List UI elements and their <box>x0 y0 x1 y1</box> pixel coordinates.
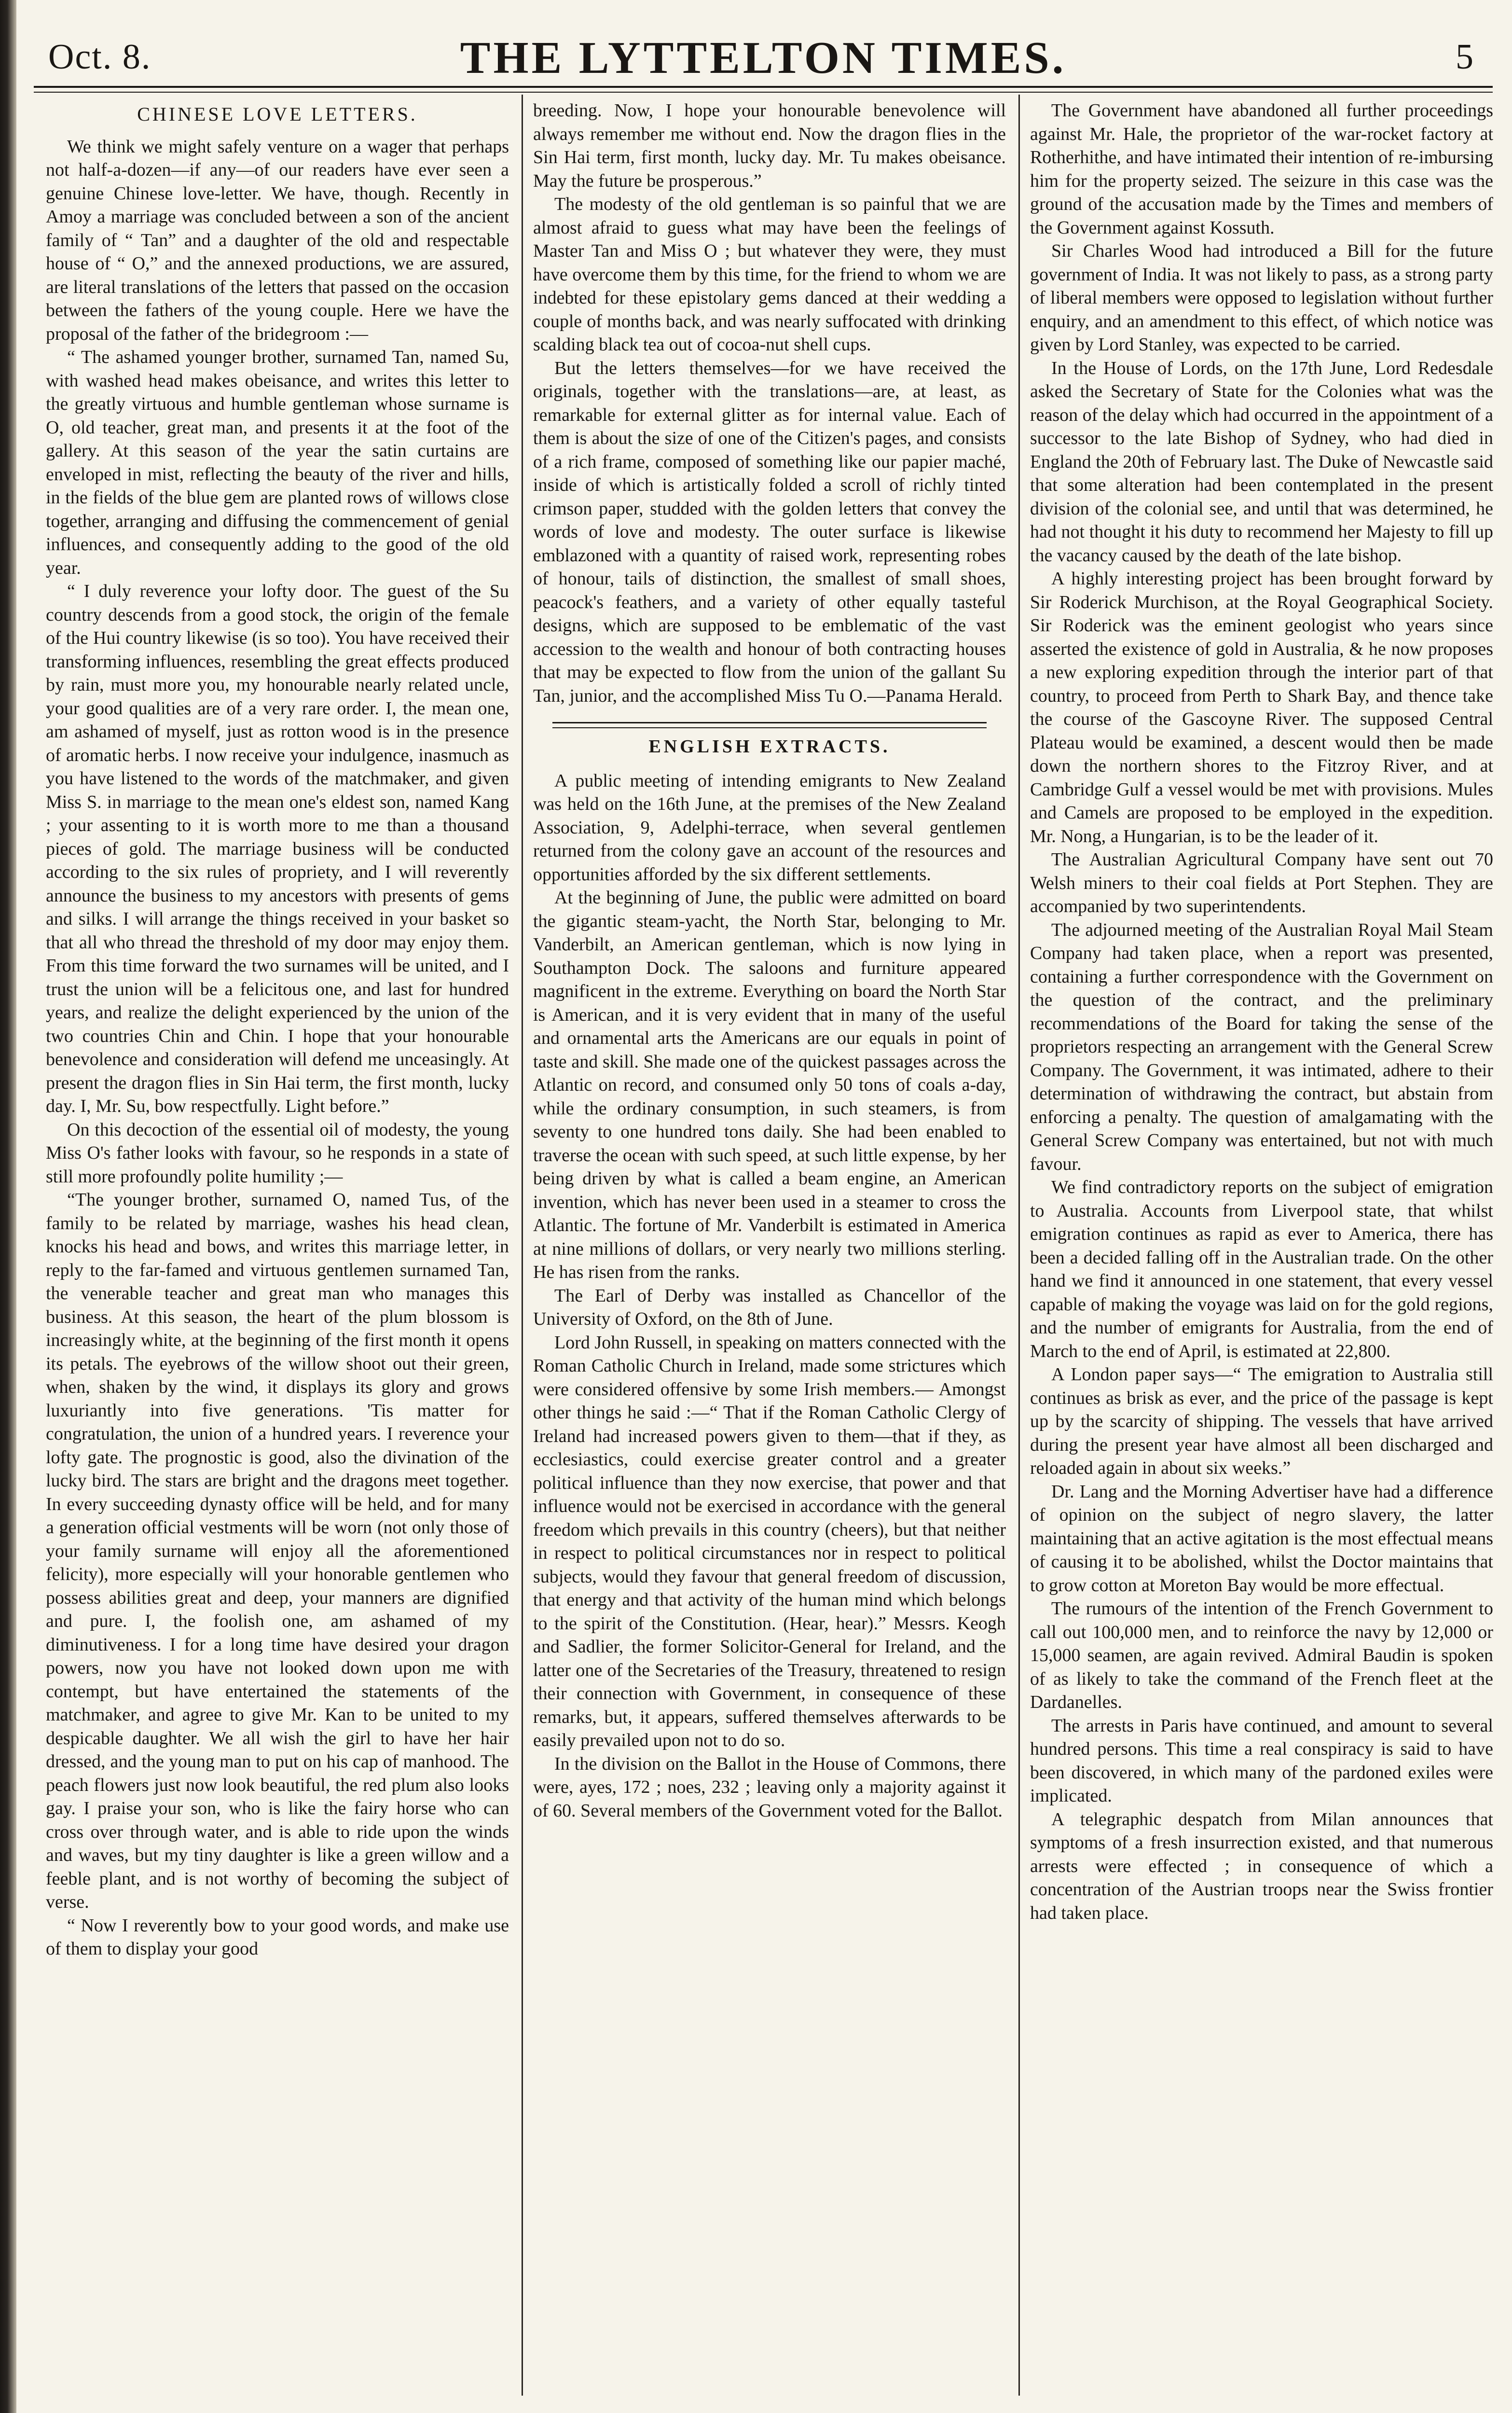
column-divider <box>1018 95 1020 2396</box>
article-paragraph: We find contradictory reports on the subject of emigration to Australia. Accounts from Liverpool state, that whilst emigration continues as rapid as ever to America, there has been a decided falling off in the Australian trade. On the other hand we find it announced in one statement, that every vessel capable of making the voyage was laid on for the gold regions, and the number of emigrants for Australia, from the end of March to the end of April, is estimated at 22,800. <box>1030 1177 1493 1361</box>
section-rule <box>552 722 987 723</box>
article-paragraph: In the division on the Ballot in the House of Commons, there were, ayes, 172 ; noes, 232 ; leaving only a majority against it of 60. Several members of the Government voted for the Ballot. <box>533 1753 1006 1821</box>
column-3 <box>1030 99 1493 2406</box>
article-paragraph: Dr. Lang and the Morning Advertiser have had a difference of opinion on the subject of negro slavery, the latter maintaining that an active agitation is the most effectual means of causing it to be abolished, whilst the Doctor maintains that to grow cotton at Moreton Bay would be more effectual. <box>1030 1481 1493 1595</box>
article-paragraph: Sir Charles Wood had introduced a Bill for the future government of India. It was not likely to pass, as a strong party of liberal members were opposed to legislation without further enquiry, and an amendment to this effect, of which notice was given by Lord Stanley, was expected to be carried. <box>1030 241 1493 355</box>
article-paragraph: But the letters themselves—for we have received the originals, together with the translations—are, at least, as remarkable for external glitter as for internal value. Each of them is about the size of one of the Citizen's pages, and consists of a rich frame, composed of something like our papier maché, inside of which is artistically folded a scroll of richly tinted crimson paper, studded with the golden letters that convey the words of love and modesty. The outer surface is likewise emblazoned with a quantity of raised work, representing robes of honour, tails of distinction, the smallest of small shoes, peacock's feathers, and a variety of other equally tasteful designs, which are supposed to be emblematic of the vast accession to the wealth and honour of both contracting houses that may be expected to flow from the union of the gallant Su Tan, junior, and the accomplished Miss Tu O.—Panama Herald. <box>533 358 1006 706</box>
section-rule-thin <box>552 727 987 728</box>
article-paragraph: “ I duly reverence your lofty door. The guest of the Su country descends from a good stock, the origin of the female of the Hui country likewise (is so too). You have received their transforming influences, resembling the great effects produced by rain, must more you, my honourable nearly related uncle, your good qualities are of a very rare order. I, the mean one, am ashamed of myself, just as rotton wood is in the presence of aromatic herbs. I now receive your indulgence, inasmuch as you have listened to the words of the matchmaker, and given Miss S. in marriage to the mean one's eldest son, named Kang ; your assenting to it is worth more to me than a thousand pieces of gold. The marriage business will be conducted according to the six rules of propriety, and I will reverently announce the business to my ancestors with presents of gems and silks. I will arrange the things received in your basket so that all who thread the threshold of my door may enjoy them. From this time forward the two surnames will be united, and I trust the union will be a felicitous one, and last for hundred years, and realize the delight experienced by the union of the two countries Chin and Chin. I hope that your honourable benevolence and consideration will defend me unceasingly. At present the dragon flies in Sin Hai term, the first month, lucky day. I, Mr. Su, bow respectfully. Light before.” <box>46 581 509 1116</box>
article-paragraph: At the beginning of June, the public were admitted on board the gigantic steam-yacht, the North Star, belonging to Mr. Vanderbilt, an American gentleman, which is now lying in Southampton Dock. The saloons and furniture appeared magnificent in the extreme. Everything on board the North Star is American, and it is very evident that in many of the useful and ornamental arts the Americans are our equals in point of taste and skill. She made one of the quickest passages across the Atlantic on record, and consumed only 50 tons of coals a-day, while the ordinary consumption, in such steamers, is from seventy to one hundred tons daily. She had been enabled to traverse the ocean with such speed, at such little expense, by her being driven by what is called a beam engine, an American invention, which has never been used in a steamer to cross the Atlantic. The fortune of Mr. Vanderbilt is estimated in America at nine millions of dollars, or very nearly two millions sterling. He has risen from the ranks. <box>533 888 1006 1282</box>
binding-edge <box>0 0 16 2413</box>
issue-date: Oct. 8. <box>48 37 151 77</box>
article-paragraph: A public meeting of intending emigrants to New Zealand was held on the 16th June, at the premises of the New Zealand Association, 9, Adelphi-terrace, when several gentlemen returned from the colony gave an account of the resources and opportunities afforded by the six different settlements. <box>533 770 1006 885</box>
article-paragraph: A telegraphic despatch from Milan announces that symptoms of a fresh insurrection existed, and that numerous arrests were effected ; in consequence of which a concentration of the Austrian troops near the Swiss frontier had taken place. <box>1030 1809 1493 1923</box>
article-paragraph: The adjourned meeting of the Australian Royal Mail Steam Company had taken place, when a report was presented, containing a further correspondence with the Government on the question of the contract, and the preliminary recommendations of the Board for taking the sense of the proprietors respecting an arrangement with the General Screw Company. The Government, it was intimated, adhere to their determination of withdrawing the contract, but abstain from enforcing a penalty. The question of amalgamating with the General Screw Company was entertained, but not with much favour. <box>1030 919 1493 1174</box>
article-paragraph: We think we might safely venture on a wager that perhaps not half-a-dozen—if any—of our readers have ever seen a genuine Chinese love-letter. We have, though. Recently in Amoy a marriage was concluded between a son of the ancient family of “ Tan” and a daughter of the old and respectable house of “ O,” and the annexed productions, we are assured, are literal translations of the letters that passed on the occasion between the fathers of the young couple. Here we have the proposal of the father of the bridegroom :— <box>46 136 509 344</box>
article-paragraph: “ Now I reverently bow to your good words, and make use of them to display your good <box>46 1915 509 1959</box>
article-paragraph: The Government have abandoned all further proceedings against Mr. Hale, the proprietor of the war-rocket factory at Rotherhithe, and have intimated their intention of re-imbursing him for the property seized. The seizure in this case was the ground of the accusation made by the Times and members of the Government against Kossuth. <box>1030 100 1493 238</box>
article-paragraph: The arrests in Paris have continued, and amount to several hundred persons. This time a real conspiracy is said to have been discovered, in which many of the pardoned exiles were implicated. <box>1030 1715 1493 1806</box>
masthead-rule <box>34 86 1493 88</box>
column-1 <box>46 99 509 2406</box>
article-paragraph: The Australian Agricultural Company have sent out 70 Welsh miners to their coal fields at Port Stephen. They are accompanied by two superintendents. <box>1030 849 1493 916</box>
article-paragraph: The modesty of the old gentleman is so painful that we are almost afraid to guess what may have been the feelings of Master Tan and Miss O ; but whatever they were, they must have overcome them by this time, for the friend to whom we are indebted for these epistolary gems danced at their wedding a couple of months back, and was nearly suffocated with drinking scalding black tea out of cocoa-nut shell cups. <box>533 194 1006 355</box>
article-paragraph: “The younger brother, surnamed O, named Tus, of the family to be related by marriage, washes his head clean, knocks his head and bows, and writes this marriage letter, in reply to the far-famed and virtuous gentlemen surnamed Tan, the venerable teacher and great man who manages this business. At this season, the heart of the plum blossom is increasingly white, at the beginning of the first month it opens its petals. The eyebrows of the willow shoot out their green, when, shaken by the wind, it displays its glory and grows luxuriantly into five generations. 'Tis matter for congratulation, the union of a hundred years. I reverence your lofty gate. The prognostic is good, also the divination of the lucky bird. The stars are bright and the dragons meet together. In every succeeding dynasty office will be held, and for many a generation official vestments will be worn (not only those of your family surname will enjoy all the aforementioned felicity), more especially will your honorable gentlemen who possess abilities great and deep, your manners are dignified and pure. I, the foolish one, am ashamed of my diminutiveness. I for a long time have desired your dragon powers, now you have not looked down upon me with contempt, but have entertained the statements of the matchmaker, and agree to give Mr. Kan to be united to my despicable daughter. We all wish the girl to have her hair dressed, and the young man to put on his cap of manhood. The peach flowers just now look beautiful, the red plum also looks gay. I praise your son, who is like the fairy horse who can cross over through water, and is able to ride upon the winds and waves, but my tiny daughter is like a green willow and a feeble plant, and is not worthy of becoming the subject of verse. <box>46 1190 509 1912</box>
section-heading: ENGLISH EXTRACTS. <box>648 736 891 757</box>
article-paragraph: Lord John Russell, in speaking on matters connected with the Roman Catholic Church in Ireland, made some strictures which were considered offensive by some Irish members.— Amongst other things he said :—“ That if the Roman Catholic Clergy of Ireland had increased powers given to them—that if they, as ecclesiastics, could exercise greater control and a greater political influence than they now exercise, that power and that influence would not be exercised in accordance with the general freedom which prevails in this country (cheers), but that neither in respect to political circumstances nor in respect to political subjects, would they favour that general freedom of discussion, that energy and that activity of the human mind which belongs to the spirit of the Constitution. (Hear, hear).” Messrs. Keogh and Sadlier, the former Solicitor-General for Ireland, and the latter one of the Secretaries of the Treasury, threatened to resign their connection with Government, in consequence of these remarks, but, it appears, suffered themselves afterwards to be easily prevailed upon not to do so. <box>533 1332 1006 1750</box>
article-heading: CHINESE LOVE LETTERS. <box>137 103 418 125</box>
article-paragraph: A highly interesting project has been brought forward by Sir Roderick Murchison, at the Royal Geographical Society. Sir Roderick was the eminent geologist who years since asserted the existence of gold in Australia, & he now proposes a new exploring expedition through the interior part of that country, to proceed from Perth to Shark Bay, and thence take the course of the Gascoyne River. The supposed Central Plateau would be examined, a descent would then be made down the northern shores to the Fitzroy River, and at Cambridge Gulf a vessel would be met with provisions. Mules and Camels are proposed to be employed in the expedition. Mr. Nong, a Hungarian, is to be the leader of it. <box>1030 569 1493 846</box>
article-paragraph: On this decoction of the essential oil of modesty, the young Miss O's father looks with favour, so he responds in a state of still more profoundly polite humility ;— <box>46 1119 509 1187</box>
masthead <box>34 9 1493 81</box>
newspaper-title: THE LYTTELTON TIMES. <box>460 33 1067 83</box>
article-paragraph: breeding. Now, I hope your honourable benevolence will always remember me without end. Now the dragon flies in the Sin Hai term, first month, lucky day. Mr. Tu makes obeisance. May the future be prosperous.” <box>533 100 1006 191</box>
page-number: 5 <box>1456 37 1473 77</box>
article-paragraph: The Earl of Derby was installed as Chancellor of the University of Oxford, on the 8th of June. <box>533 1285 1006 1329</box>
article-paragraph: The rumours of the intention of the French Government to call out 100,000 men, and to reinforce the navy by 12,000 or 15,000 seamen, are again revived. Admiral Baudin is spoken of as likely to take the command of the French fleet at the Dardanelles. <box>1030 1598 1493 1712</box>
masthead-rule-thin <box>34 92 1493 93</box>
column-divider <box>522 95 523 2396</box>
article-paragraph: In the House of Lords, on the 17th June, Lord Redesdale asked the Secretary of State for the Colonies what was the reason of the delay which had occurred in the appointment of a successor to the late Bishop of Sydney, who had died in England the 20th of February last. The Duke of Newcastle said that some alteration had been contemplated in the present division of the colonial see, and until that was determined, he had not thought it his duty to recommend her Majesty to fill up the vacancy caused by the death of the late bishop. <box>1030 358 1493 566</box>
article-paragraph: “ The ashamed younger brother, surnamed Tan, named Su, with washed head makes obeisance, and writes this letter to the greatly virtuous and humble gentleman whose surname is O, old teacher, great man, and presents it at the foot of the gallery. At this season of the year the satin curtains are enveloped in mist, reflecting the beauty of the river and hills, in the fields of the blue gem are planted rows of willows close together, arranging and diffusing the commencement of genial influences, and consequently adding to the good of the old year. <box>46 347 509 578</box>
article-paragraph: A London paper says—“ The emigration to Australia still continues as brisk as ever, and the price of the passage is kept up by the scarcity of shipping. The vessels that have arrived during the present year have almost all been discharged and reloaded again in about six weeks.” <box>1030 1364 1493 1478</box>
column-2 <box>533 99 1006 2406</box>
